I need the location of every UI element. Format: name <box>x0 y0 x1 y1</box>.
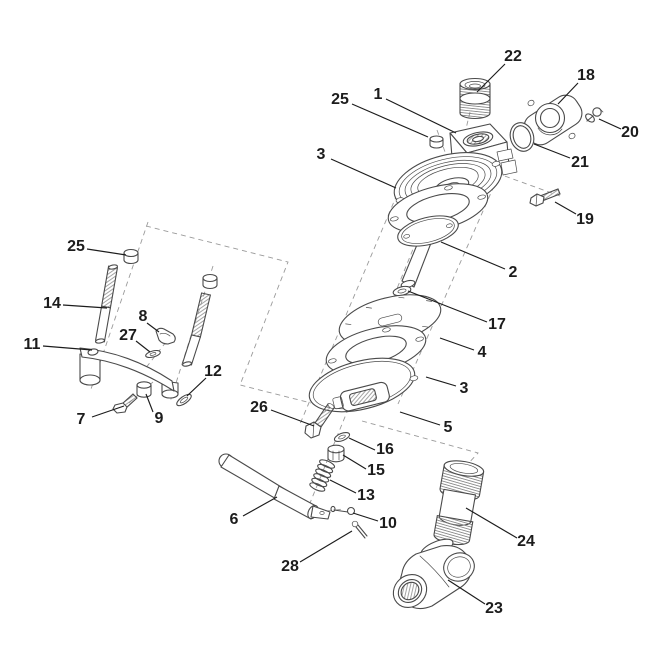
callout-label-11: 11 <box>23 336 41 354</box>
part-19-bolt <box>530 189 560 206</box>
callout-leader-9 <box>146 394 153 412</box>
callout-label-8: 8 <box>138 308 148 326</box>
callout-leader-19 <box>555 202 576 214</box>
callout-label-22: 22 <box>504 48 522 66</box>
callout-label-17: 17 <box>488 316 506 334</box>
callout-label-15: 15 <box>367 462 385 480</box>
callout-label-16: 16 <box>376 441 394 459</box>
part-15-nut <box>328 445 344 462</box>
callout-label-25: 25 <box>331 91 349 109</box>
callout-leader-1 <box>386 99 456 133</box>
callout-label-14: 14 <box>43 295 61 313</box>
callout-label-4: 4 <box>477 344 487 362</box>
part-7-bolt <box>113 394 137 413</box>
part-10-pin <box>331 506 355 514</box>
callout-leader-3 <box>426 377 456 386</box>
callout-leader-25 <box>87 249 126 255</box>
callout-leader-24 <box>466 508 517 538</box>
part-13-spring <box>309 458 336 493</box>
callout-label-26: 26 <box>250 399 268 417</box>
callout-leader-13 <box>330 480 356 493</box>
callout-leader-22 <box>477 64 505 92</box>
part-25-nut-left <box>124 250 138 264</box>
callout-label-21: 21 <box>571 154 589 172</box>
part-9-spacer <box>137 382 151 397</box>
part-25-nut-right <box>430 136 443 148</box>
callout-leader-26 <box>271 410 314 426</box>
part-11-curved-arm <box>80 348 178 398</box>
part-24-pipe-nipple <box>431 458 485 547</box>
callout-leader-10 <box>353 513 378 521</box>
callout-label-12: 12 <box>204 363 222 381</box>
callout-label-6: 6 <box>229 511 239 529</box>
callout-label-28: 28 <box>281 558 299 576</box>
callout-label-10: 10 <box>379 515 397 533</box>
callout-leader-20 <box>599 119 621 129</box>
callout-leader-28 <box>300 531 352 562</box>
callout-leader-15 <box>343 455 366 469</box>
callout-leader-4 <box>440 338 474 350</box>
callout-label-24: 24 <box>517 533 535 551</box>
callout-label-5: 5 <box>443 419 453 437</box>
callout-leader-2 <box>441 242 505 269</box>
callout-label-20: 20 <box>621 124 639 142</box>
callout-leader-16 <box>349 438 375 450</box>
callout-leader-27 <box>136 341 150 352</box>
callout-label-18: 18 <box>577 67 595 85</box>
callout-label-13: 13 <box>357 487 375 505</box>
callout-leader-12 <box>187 378 206 396</box>
callout-label-19: 19 <box>576 211 594 229</box>
part-20-bolt <box>584 108 603 124</box>
part-stud-right <box>182 275 217 367</box>
part-23-elbow-fitting <box>387 536 479 615</box>
callout-leader-6 <box>243 497 277 516</box>
callout-label-7: 7 <box>76 411 86 429</box>
callout-label-27: 27 <box>119 327 137 345</box>
callout-leader-14 <box>63 305 107 308</box>
part-22-knurled-cylinder <box>460 79 490 119</box>
callout-leader-3 <box>331 159 396 188</box>
callout-label-23: 23 <box>485 600 503 618</box>
callout-label-25: 25 <box>67 238 85 256</box>
callout-label-3: 3 <box>316 146 326 164</box>
part-8-clamp-nut <box>156 328 175 344</box>
callout-label-9: 9 <box>154 410 164 428</box>
part-14-stud <box>95 264 118 344</box>
callout-label-3: 3 <box>459 380 469 398</box>
callout-leader-5 <box>400 412 440 425</box>
part-28-cotter-pin <box>352 521 367 538</box>
callout-label-2: 2 <box>508 264 518 282</box>
part-16-washer <box>333 431 351 444</box>
callout-leader-8 <box>147 323 159 332</box>
callout-leader-25 <box>352 104 428 137</box>
callout-label-1: 1 <box>373 86 383 104</box>
callout-leader-21 <box>534 144 570 158</box>
